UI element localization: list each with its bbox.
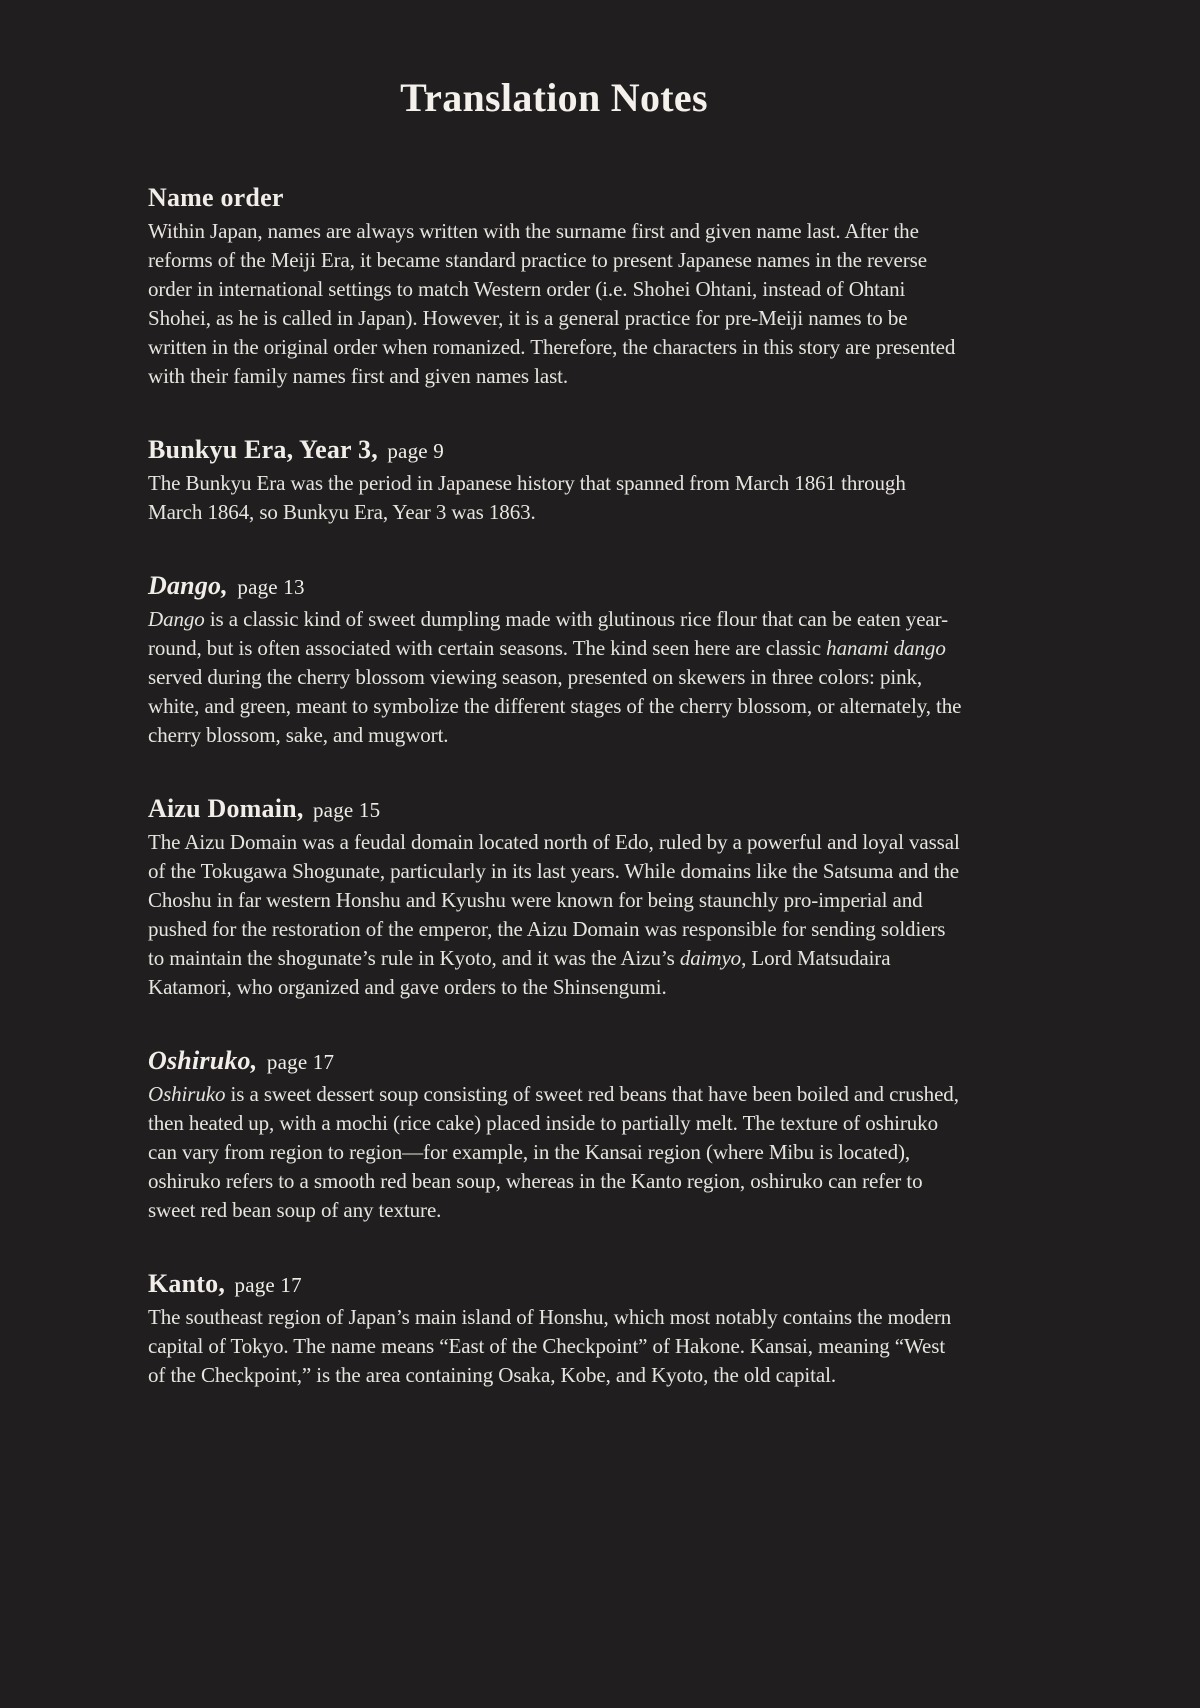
page-reference: page 13	[231, 575, 305, 599]
note-section	[148, 794, 962, 1002]
note-body	[148, 605, 962, 750]
note-heading	[148, 1046, 962, 1076]
note-heading	[148, 571, 962, 601]
page-reference: page 15	[307, 798, 381, 822]
page-reference: page 9	[381, 439, 444, 463]
note-text-run: Within Japan, names are always written with the surname first and given name last. After the reforms of the Meiji Era, it became standard practice to present Japanese names in the reverse order in international settings to match Western order (i.e. Shohei Ohtani, instead of Ohtani Shohei, as he is called in Japan). However, it is a general practice for pre-Meiji names to be written in the original order when romanized. Therefore, the characters in this story are presented with their family names first and given names last.	[148, 219, 956, 388]
note-text-run: hanami dango	[826, 636, 946, 660]
notes-list	[148, 183, 962, 1390]
note-text-run: The Aizu Domain was a feudal domain located north of Edo, ruled by a powerful and loyal vassal of the Tokugawa Shogunate, particularly in its last years. While domains like the Satsuma and the Choshu in far western Honshu and Kyushu were known for being staunchly pro-imperial and pushed for the restoration of the emperor, the Aizu Domain was responsible for sending soldiers to maintain the shogunate’s rule in Kyoto, and it was the Aizu’s	[148, 830, 960, 970]
note-term: Name order	[148, 183, 284, 212]
note-text-run: The Bunkyu Era was the period in Japanese history that spanned from March 1861 through March 1864, so Bunkyu Era, Year 3 was 1863.	[148, 471, 906, 524]
note-text-run: Oshiruko	[148, 1082, 226, 1106]
note-section	[148, 1269, 962, 1390]
note-heading	[148, 1269, 962, 1299]
note-term: Kanto,	[148, 1269, 226, 1298]
note-section	[148, 435, 962, 527]
note-term: Aizu Domain,	[148, 794, 304, 823]
note-term: Dango,	[148, 571, 228, 600]
note-term: Oshiruko,	[148, 1046, 258, 1075]
page-reference: page 17	[229, 1273, 302, 1297]
note-text-run: Dango	[148, 607, 205, 631]
note-heading	[148, 183, 962, 213]
note-section	[148, 571, 962, 750]
note-heading	[148, 794, 962, 824]
note-text-run: is a classic kind of sweet dumpling made with glutinous rice flour that can be eaten year-round, but is often associated with certain seasons. The kind seen here are classic	[148, 607, 949, 660]
note-text-run: served during the cherry blossom viewing season, presented on skewers in three colors: pink, white, and green, meant to symbolize the different stages of the cherry blossom, or alternately, the cherry blossom, sake, and mugwort.	[148, 665, 962, 747]
note-text-run: is a sweet dessert soup consisting of sweet red beans that have been boiled and crushed, then heated up, with a mochi (rice cake) placed inside to partially melt. The texture of oshiruko can vary from region to region—for example, in the Kansai region (where Mibu is located), oshiruko refers to a smooth red bean soup, whereas in the Kanto region, oshiruko can refer to sweet red bean soup of any texture.	[148, 1082, 959, 1222]
note-text-run: , Lord Matsudaira Katamori, who organized and gave orders to the Shinsengumi.	[148, 946, 891, 999]
note-section	[148, 183, 962, 391]
note-text-run: daimyo	[679, 946, 742, 970]
note-body	[148, 1080, 962, 1225]
note-body	[148, 828, 962, 1002]
note-text-run: The southeast region of Japan’s main island of Honshu, which most notably contains the modern capital of Tokyo. The name means “East of the Checkpoint” of Hakone. Kansai, meaning “West of the Checkpoint,” is the area containing Osaka, Kobe, and Kyoto, the old capital.	[148, 1305, 952, 1387]
page-reference: page 17	[261, 1050, 335, 1074]
page-title: Translation Notes	[400, 75, 708, 120]
note-term: Bunkyu Era, Year 3,	[148, 435, 378, 464]
note-body	[148, 469, 962, 527]
note-section	[148, 1046, 962, 1225]
note-body	[148, 217, 962, 391]
note-heading	[148, 435, 962, 465]
note-body	[148, 1303, 962, 1390]
